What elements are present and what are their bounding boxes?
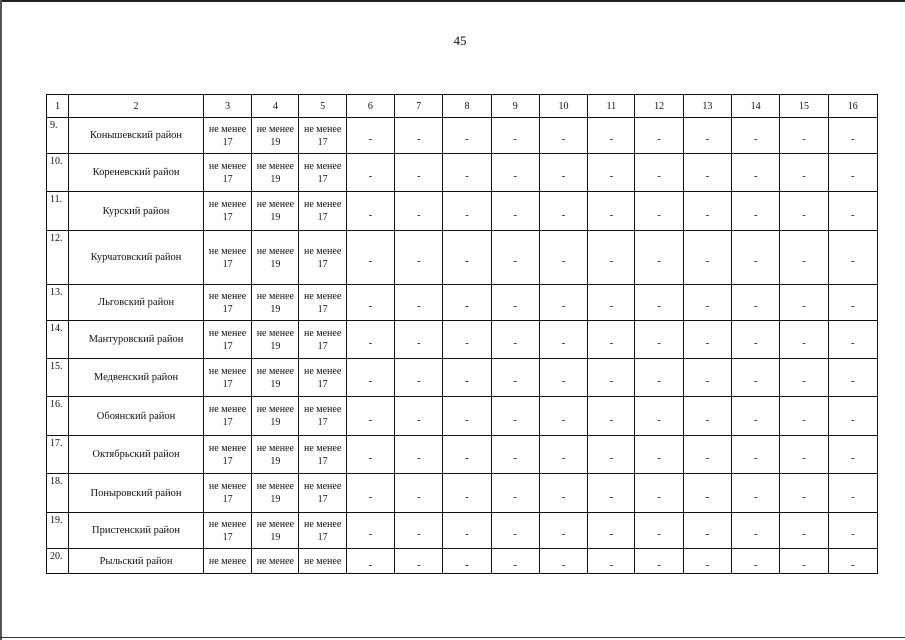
- empty-cell: -: [491, 321, 539, 359]
- value-col3: не менее 17: [203, 192, 251, 231]
- district-name: Мантуровский район: [69, 321, 204, 359]
- empty-cell: -: [732, 192, 780, 231]
- table-row: [47, 231, 878, 285]
- empty-cell: -: [588, 549, 635, 574]
- empty-cell: -: [683, 549, 731, 574]
- value-col3: не менее 17: [203, 154, 251, 192]
- empty-cell: -: [780, 549, 828, 574]
- empty-cell: -: [780, 474, 828, 513]
- empty-cell: -: [780, 192, 828, 231]
- empty-cell: -: [539, 549, 587, 574]
- column-header: 8: [443, 95, 491, 118]
- column-header: 2: [69, 95, 204, 118]
- column-header: 9: [491, 95, 539, 118]
- empty-cell: -: [732, 513, 780, 549]
- empty-cell: -: [683, 359, 731, 397]
- column-header: 3: [203, 95, 251, 118]
- empty-cell: -: [732, 231, 780, 285]
- value-col3: не менее 17: [203, 118, 251, 154]
- empty-cell: -: [395, 231, 443, 285]
- empty-cell: -: [732, 285, 780, 321]
- value-col4: не менее 19: [252, 474, 299, 513]
- empty-cell: -: [588, 474, 635, 513]
- empty-cell: -: [635, 549, 683, 574]
- empty-cell: -: [588, 436, 635, 474]
- empty-cell: -: [395, 285, 443, 321]
- empty-cell: -: [539, 474, 587, 513]
- row-number: 17.: [47, 436, 69, 474]
- empty-cell: -: [635, 285, 683, 321]
- empty-cell: -: [443, 118, 491, 154]
- empty-cell: -: [395, 474, 443, 513]
- table-row: [47, 474, 878, 513]
- value-col4: не менее 19: [252, 397, 299, 436]
- empty-cell: -: [395, 436, 443, 474]
- empty-cell: -: [346, 285, 394, 321]
- empty-cell: -: [346, 192, 394, 231]
- empty-cell: -: [683, 192, 731, 231]
- value-col5: не менее 17: [299, 474, 346, 513]
- empty-cell: -: [588, 154, 635, 192]
- empty-cell: -: [443, 397, 491, 436]
- value-col4: не менее 19: [252, 192, 299, 231]
- district-name: Курский район: [69, 192, 204, 231]
- value-col5: не менее 17: [299, 231, 346, 285]
- value-col5: не менее: [299, 549, 346, 574]
- table-row: [47, 118, 878, 154]
- row-number: 20.: [47, 549, 69, 574]
- row-number: 19.: [47, 513, 69, 549]
- empty-cell: -: [635, 513, 683, 549]
- district-name: Рыльский район: [69, 549, 204, 574]
- empty-cell: -: [491, 231, 539, 285]
- value-col5: не менее 17: [299, 513, 346, 549]
- row-number: 12.: [47, 231, 69, 285]
- empty-cell: -: [588, 231, 635, 285]
- data-table: [46, 94, 878, 574]
- value-col4: не менее 19: [252, 436, 299, 474]
- empty-cell: -: [780, 154, 828, 192]
- empty-cell: -: [828, 513, 877, 549]
- district-name: Пристенский район: [69, 513, 204, 549]
- empty-cell: -: [635, 154, 683, 192]
- empty-cell: -: [491, 397, 539, 436]
- table-body: [47, 95, 878, 574]
- empty-cell: -: [732, 474, 780, 513]
- empty-cell: -: [539, 118, 587, 154]
- row-number: 15.: [47, 359, 69, 397]
- empty-cell: -: [828, 192, 877, 231]
- value-col3: не менее 17: [203, 285, 251, 321]
- empty-cell: -: [588, 285, 635, 321]
- empty-cell: -: [443, 549, 491, 574]
- value-col4: не менее 19: [252, 513, 299, 549]
- empty-cell: -: [635, 192, 683, 231]
- value-col3: не менее 17: [203, 321, 251, 359]
- column-header: 13: [683, 95, 731, 118]
- column-header: 12: [635, 95, 683, 118]
- empty-cell: -: [780, 231, 828, 285]
- empty-cell: -: [780, 397, 828, 436]
- empty-cell: -: [346, 397, 394, 436]
- empty-cell: -: [635, 436, 683, 474]
- value-col5: не менее 17: [299, 285, 346, 321]
- row-number: 10.: [47, 154, 69, 192]
- value-col5: не менее 17: [299, 397, 346, 436]
- empty-cell: -: [346, 474, 394, 513]
- value-col3: не менее 17: [203, 436, 251, 474]
- empty-cell: -: [732, 359, 780, 397]
- column-header: 4: [252, 95, 299, 118]
- empty-cell: -: [828, 231, 877, 285]
- row-number: 9.: [47, 118, 69, 154]
- table-row: [47, 192, 878, 231]
- empty-cell: -: [539, 359, 587, 397]
- empty-cell: -: [732, 118, 780, 154]
- value-col4: не менее 19: [252, 359, 299, 397]
- empty-cell: -: [780, 321, 828, 359]
- row-number: 11.: [47, 192, 69, 231]
- table-row: [47, 285, 878, 321]
- table-row: [47, 513, 878, 549]
- empty-cell: -: [491, 474, 539, 513]
- empty-cell: -: [491, 359, 539, 397]
- empty-cell: -: [443, 359, 491, 397]
- empty-cell: -: [828, 154, 877, 192]
- empty-cell: -: [588, 118, 635, 154]
- empty-cell: -: [732, 154, 780, 192]
- empty-cell: -: [828, 549, 877, 574]
- table-row: [47, 154, 878, 192]
- value-col3: не менее 17: [203, 231, 251, 285]
- empty-cell: -: [395, 397, 443, 436]
- district-name: Льговский район: [69, 285, 204, 321]
- bottom-border: [0, 637, 905, 638]
- empty-cell: -: [635, 397, 683, 436]
- empty-cell: -: [683, 154, 731, 192]
- empty-cell: -: [828, 436, 877, 474]
- empty-cell: -: [443, 474, 491, 513]
- empty-cell: -: [780, 436, 828, 474]
- table-row: [47, 436, 878, 474]
- empty-cell: -: [346, 513, 394, 549]
- column-header: 1: [47, 95, 69, 118]
- empty-cell: -: [443, 154, 491, 192]
- value-col5: не менее 17: [299, 359, 346, 397]
- value-col3: не менее 17: [203, 397, 251, 436]
- empty-cell: -: [828, 397, 877, 436]
- empty-cell: -: [395, 321, 443, 359]
- empty-cell: -: [346, 436, 394, 474]
- empty-cell: -: [346, 154, 394, 192]
- empty-cell: -: [539, 436, 587, 474]
- empty-cell: -: [732, 321, 780, 359]
- left-border: [0, 0, 2, 640]
- row-number: 16.: [47, 397, 69, 436]
- empty-cell: -: [780, 359, 828, 397]
- empty-cell: -: [683, 231, 731, 285]
- empty-cell: -: [491, 513, 539, 549]
- empty-cell: -: [683, 513, 731, 549]
- empty-cell: -: [346, 549, 394, 574]
- empty-cell: -: [588, 359, 635, 397]
- empty-cell: -: [395, 549, 443, 574]
- value-col3: не менее 17: [203, 513, 251, 549]
- row-number: 13.: [47, 285, 69, 321]
- empty-cell: -: [635, 231, 683, 285]
- empty-cell: -: [443, 285, 491, 321]
- value-col5: не менее 17: [299, 192, 346, 231]
- value-col5: не менее 17: [299, 118, 346, 154]
- district-name: Поныровский район: [69, 474, 204, 513]
- empty-cell: -: [635, 359, 683, 397]
- empty-cell: -: [443, 436, 491, 474]
- district-name: Обоянский район: [69, 397, 204, 436]
- column-header: 11: [588, 95, 635, 118]
- value-col4: не менее 19: [252, 231, 299, 285]
- empty-cell: -: [395, 513, 443, 549]
- empty-cell: -: [395, 118, 443, 154]
- value-col3: не менее: [203, 549, 251, 574]
- district-name: Октябрьский район: [69, 436, 204, 474]
- empty-cell: -: [539, 285, 587, 321]
- value-col4: не менее 19: [252, 154, 299, 192]
- empty-cell: -: [539, 513, 587, 549]
- empty-cell: -: [683, 118, 731, 154]
- empty-cell: -: [588, 513, 635, 549]
- value-col4: не менее 19: [252, 321, 299, 359]
- table-row: [47, 397, 878, 436]
- empty-cell: -: [732, 436, 780, 474]
- empty-cell: -: [683, 474, 731, 513]
- empty-cell: -: [635, 118, 683, 154]
- empty-cell: -: [828, 118, 877, 154]
- column-header: 7: [395, 95, 443, 118]
- empty-cell: -: [539, 154, 587, 192]
- empty-cell: -: [491, 549, 539, 574]
- empty-cell: -: [588, 321, 635, 359]
- row-number: 18.: [47, 474, 69, 513]
- empty-cell: -: [780, 285, 828, 321]
- page-number: 45: [453, 33, 467, 48]
- district-name: Кореневский район: [69, 154, 204, 192]
- empty-cell: -: [539, 192, 587, 231]
- table-row: [47, 549, 878, 574]
- empty-cell: -: [683, 397, 731, 436]
- table-row: [47, 321, 878, 359]
- top-border: [0, 0, 905, 2]
- value-col3: не менее 17: [203, 359, 251, 397]
- empty-cell: -: [828, 285, 877, 321]
- district-name: Курчатовский район: [69, 231, 204, 285]
- empty-cell: -: [346, 118, 394, 154]
- column-header: 5: [299, 95, 346, 118]
- value-col5: не менее 17: [299, 321, 346, 359]
- table-row: [47, 359, 878, 397]
- empty-cell: -: [491, 436, 539, 474]
- empty-cell: -: [395, 192, 443, 231]
- column-header: 16: [828, 95, 877, 118]
- empty-cell: -: [443, 192, 491, 231]
- column-header: 14: [732, 95, 780, 118]
- empty-cell: -: [539, 231, 587, 285]
- empty-cell: -: [491, 192, 539, 231]
- district-name: Конышевский район: [69, 118, 204, 154]
- empty-cell: -: [491, 154, 539, 192]
- value-col5: не менее 17: [299, 436, 346, 474]
- empty-cell: -: [443, 321, 491, 359]
- empty-cell: -: [395, 359, 443, 397]
- empty-cell: -: [683, 321, 731, 359]
- empty-cell: -: [443, 231, 491, 285]
- empty-cell: -: [588, 192, 635, 231]
- value-col5: не менее 17: [299, 154, 346, 192]
- value-col4: не менее 19: [252, 118, 299, 154]
- value-col4: не менее 19: [252, 285, 299, 321]
- value-col3: не менее 17: [203, 474, 251, 513]
- empty-cell: -: [635, 474, 683, 513]
- row-number: 14.: [47, 321, 69, 359]
- column-header: 10: [539, 95, 587, 118]
- empty-cell: -: [539, 321, 587, 359]
- district-name: Медвенский район: [69, 359, 204, 397]
- empty-cell: -: [491, 118, 539, 154]
- empty-cell: -: [732, 397, 780, 436]
- empty-cell: -: [683, 285, 731, 321]
- value-col4: не менее: [252, 549, 299, 574]
- empty-cell: -: [346, 359, 394, 397]
- empty-cell: -: [395, 154, 443, 192]
- column-header: 15: [780, 95, 828, 118]
- empty-cell: -: [732, 549, 780, 574]
- empty-cell: -: [635, 321, 683, 359]
- column-header: 6: [346, 95, 394, 118]
- empty-cell: -: [346, 321, 394, 359]
- empty-cell: -: [780, 513, 828, 549]
- empty-cell: -: [539, 397, 587, 436]
- empty-cell: -: [588, 397, 635, 436]
- empty-cell: -: [346, 231, 394, 285]
- empty-cell: -: [828, 474, 877, 513]
- empty-cell: -: [443, 513, 491, 549]
- empty-cell: -: [828, 321, 877, 359]
- empty-cell: -: [683, 436, 731, 474]
- empty-cell: -: [828, 359, 877, 397]
- header-row: [47, 95, 878, 118]
- empty-cell: -: [491, 285, 539, 321]
- empty-cell: -: [780, 118, 828, 154]
